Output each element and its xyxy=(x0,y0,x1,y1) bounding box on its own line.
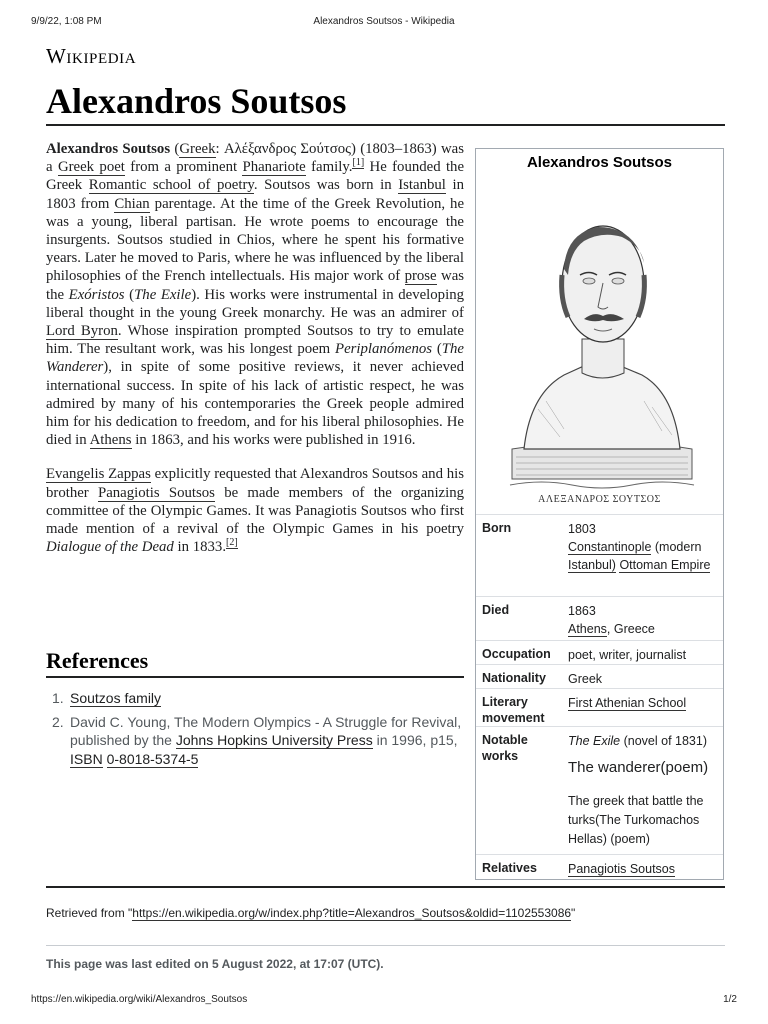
print-footer xyxy=(31,994,737,1008)
text-span: in 1863, and his works were published in 1916. xyxy=(135,432,416,449)
text-span: in 1833. xyxy=(177,539,227,556)
retrieved-from xyxy=(46,906,575,920)
text-span: ). His works were instrumental in developing liberal thought in the young Greek monarchy. He was an admirer of xyxy=(46,286,464,321)
prose-link[interactable]: prose xyxy=(404,268,437,285)
born-value xyxy=(568,520,717,574)
panagiotis-infobox-link[interactable]: Panagiotis Soutsos xyxy=(568,862,676,876)
article-body xyxy=(46,140,464,572)
notable-work-1 xyxy=(568,732,717,750)
literary-movement-value xyxy=(568,694,717,712)
notable-works-label: Notable works xyxy=(482,733,528,763)
text-span: . Whose inspiration prompted Soutsos to try to emulate him. The resultant work, was his longest poem xyxy=(46,323,464,358)
isbn-link[interactable]: ISBN xyxy=(70,750,103,767)
references-heading: References xyxy=(46,648,149,673)
print-tab-title: Alexandros Soutsos - Wikipedia xyxy=(313,16,455,27)
print-page-number: 1/2 xyxy=(723,994,737,1005)
relatives-value xyxy=(568,860,717,878)
ottoman-empire-link[interactable]: Ottoman Empire xyxy=(619,558,711,572)
born-modern-text: (modern xyxy=(654,540,702,554)
notable-work-3: The greek that battle the turks(The Turkomachos Hellas) (poem) xyxy=(568,794,704,846)
athens-infobox-link[interactable]: Athens xyxy=(568,622,607,636)
jhu-press-link[interactable]: Johns Hopkins University Press xyxy=(175,732,373,748)
last-edited: This page was last edited on 5 August 2022, at 17:07 (UTC). xyxy=(46,957,384,971)
work-title: Exóristos xyxy=(68,286,125,303)
text-span: be made members of the organizing committee of the Olympic Games. It was Panagiotis Soutsos who first made mention of a revival of the Olympic Games in his poetry xyxy=(46,484,465,538)
work-title: Periplanómenos xyxy=(335,341,433,358)
title-divider xyxy=(46,124,725,126)
infobox-row-occupation xyxy=(476,640,723,665)
infobox-row-born xyxy=(476,514,723,597)
reference-item xyxy=(52,689,464,708)
notable-work-1-title: The Exile xyxy=(568,734,621,748)
chian-link[interactable]: Chian xyxy=(114,195,150,212)
reference-text: David C. Young, The Modern Olympics - A Struggle for Revival, published by the xyxy=(70,713,462,748)
occupation-value: poet, writer, journalist xyxy=(568,648,687,662)
reference-item xyxy=(52,713,464,769)
literary-movement-label: Literary movement xyxy=(482,695,545,725)
years-text: (1803–1863) was a xyxy=(46,141,464,176)
romantic-school-link[interactable]: Romantic school of poetry xyxy=(88,177,254,194)
occupation-label: Occupation xyxy=(482,647,551,661)
born-label: Born xyxy=(482,521,512,535)
notable-work-1-note: (novel of 1831) xyxy=(623,734,707,748)
born-year: 1803 xyxy=(568,522,596,536)
reference-text: in 1996, p15, xyxy=(376,732,458,748)
greek-poet-link[interactable]: Greek poet xyxy=(57,159,125,176)
panagiotis-link[interactable]: Panagiotis Soutsos xyxy=(97,484,215,501)
infobox-title: Alexandros Soutsos xyxy=(526,154,673,171)
nationality-value: Greek xyxy=(568,672,603,686)
phanariote-link[interactable]: Phanariote xyxy=(242,159,306,176)
lord-byron-link[interactable]: Lord Byron xyxy=(46,323,118,340)
text-span: . Soutsos was born in xyxy=(253,177,392,194)
soutzos-family-link[interactable]: Soutzos family xyxy=(70,690,162,706)
greek-name: Αλέξανδρος Σούτσος xyxy=(223,141,351,157)
references-list xyxy=(46,689,464,773)
print-header xyxy=(31,16,737,30)
retrieved-prefix: Retrieved from " xyxy=(46,906,133,920)
text-span: was the xyxy=(46,268,465,303)
greek-language-link[interactable]: Greek xyxy=(179,141,216,157)
reference-number: 2. xyxy=(52,713,64,730)
notable-work-2: The wanderer(poem) xyxy=(568,759,709,776)
portrait-bust-image[interactable] xyxy=(502,179,702,519)
print-datetime: 9/9/22, 1:08 PM xyxy=(31,16,102,27)
nationality-label: Nationality xyxy=(482,671,546,685)
infobox-row-literary-movement xyxy=(476,688,723,727)
citation-1-link[interactable]: [1] xyxy=(352,157,365,169)
text-span: in 1803 from xyxy=(46,177,464,212)
istanbul-infobox-link[interactable]: Istanbul) xyxy=(568,558,616,572)
first-athenian-school-link[interactable]: First Athenian School xyxy=(568,696,687,710)
died-label: Died xyxy=(482,603,510,617)
infobox-row-nationality xyxy=(476,664,723,689)
infobox-row-relatives xyxy=(476,854,723,881)
zappas-link[interactable]: Evangelis Zappas xyxy=(46,466,151,483)
athens-link[interactable]: Athens xyxy=(89,432,132,449)
infobox-row-notable-works xyxy=(476,726,723,855)
print-url: https://en.wikipedia.org/wiki/Alexandros_Soutsos xyxy=(31,994,248,1005)
footer-thin-divider xyxy=(46,945,725,946)
text-span: family. xyxy=(311,159,353,176)
portrait-caption: ΑΛΕΞΑΝΔΡΟΣ ΣΟΥΤΣΟΣ xyxy=(538,494,661,505)
text-span: ), in spite of some positive reviews, it never achieved international success. In spite of his lack of artistic respect, he was admired by many of his contemporaries the Greek people admired him for his dedication to freedom, and for his liberal philosophies. He died in xyxy=(46,359,464,449)
permanent-link[interactable]: https://en.wikipedia.org/w/index.php?title=Alexandros_Soutsos&oldid=1102553086 xyxy=(132,906,572,920)
died-country: , Greece xyxy=(606,622,655,636)
died-value xyxy=(568,602,717,638)
work-title: Dialogue of the Dead xyxy=(46,539,174,556)
text-span: from a prominent xyxy=(130,159,238,176)
work-title: The Exile xyxy=(134,286,192,303)
isbn-number-link[interactable]: 0-8018-5374-5 xyxy=(106,750,199,767)
died-year: 1863 xyxy=(568,604,596,618)
text-span: He founded the Greek xyxy=(46,159,465,194)
constantinople-link[interactable]: Constantinople xyxy=(568,540,652,554)
notable-works-value xyxy=(568,732,717,849)
intro-paragraph: Alexandros Soutsos (Greek: Αλέξανδρος Σούτσος) (1803–1863) was a Greek poet from a prominent Phanariote family.[1] He founded the Greek Romantic school of poetry. Soutsos was born in Istanbul in 1803 from Chian parentage. At the time of the Greek Revolution, he was a young, liberal partisan. He wrote poems to encourage the insurgents. Soutsos studied in Chios, where he spent his formative years. Later he moved to Paris, where he was influenced by the liberal philosophies of the French intellectuals. His major work of prose was the Exóristos (The Exile). His works were instrumental in developing liberal thought in the young Greek monarchy. He was an admirer of Lord Byron. Whose inspiration prompted Soutsos to try to emulate him. The resultant work, was his longest poem Periplanómenos (The Wanderer), in spite of some positive reviews, it never achieved international success. In spite of his lack of artistic respect, he was admired by many of his contemporaries the Greek people admired him for his dedication to freedom, and for his liberal philosophies. He died in Athens in 1863, and his works were published in 1916. xyxy=(46,141,465,449)
olympics-paragraph xyxy=(46,465,464,556)
wikipedia-wordmark[interactable]: Wikipedia xyxy=(46,44,137,68)
work-title: The Wanderer xyxy=(46,341,464,376)
infobox xyxy=(475,148,724,880)
citation-2-link[interactable]: [2] xyxy=(226,537,238,549)
page-title: Alexandros Soutsos xyxy=(46,81,347,121)
text-span: explicitly requested that Alexandros Soutsos and his brother xyxy=(46,466,465,501)
relatives-label: Relatives xyxy=(482,861,537,875)
footer-divider xyxy=(46,886,725,888)
istanbul-link[interactable]: Istanbul xyxy=(398,177,446,194)
subject-name: Alexandros Soutsos xyxy=(46,141,171,157)
retrieved-suffix: " xyxy=(571,906,576,920)
references-divider xyxy=(46,676,464,678)
text-span: parentage. At the time of the Greek Revolution, he was a young, liberal partisan. He wrote poems to encourage the insurgents. Soutsos studied in Chios, where he spent his formative years. Later he moved to Paris, where he was influenced by the liberal philosophies of the French intellectuals. His major work of xyxy=(46,195,465,285)
reference-number: 1. xyxy=(52,690,64,706)
infobox-row-died xyxy=(476,596,723,641)
